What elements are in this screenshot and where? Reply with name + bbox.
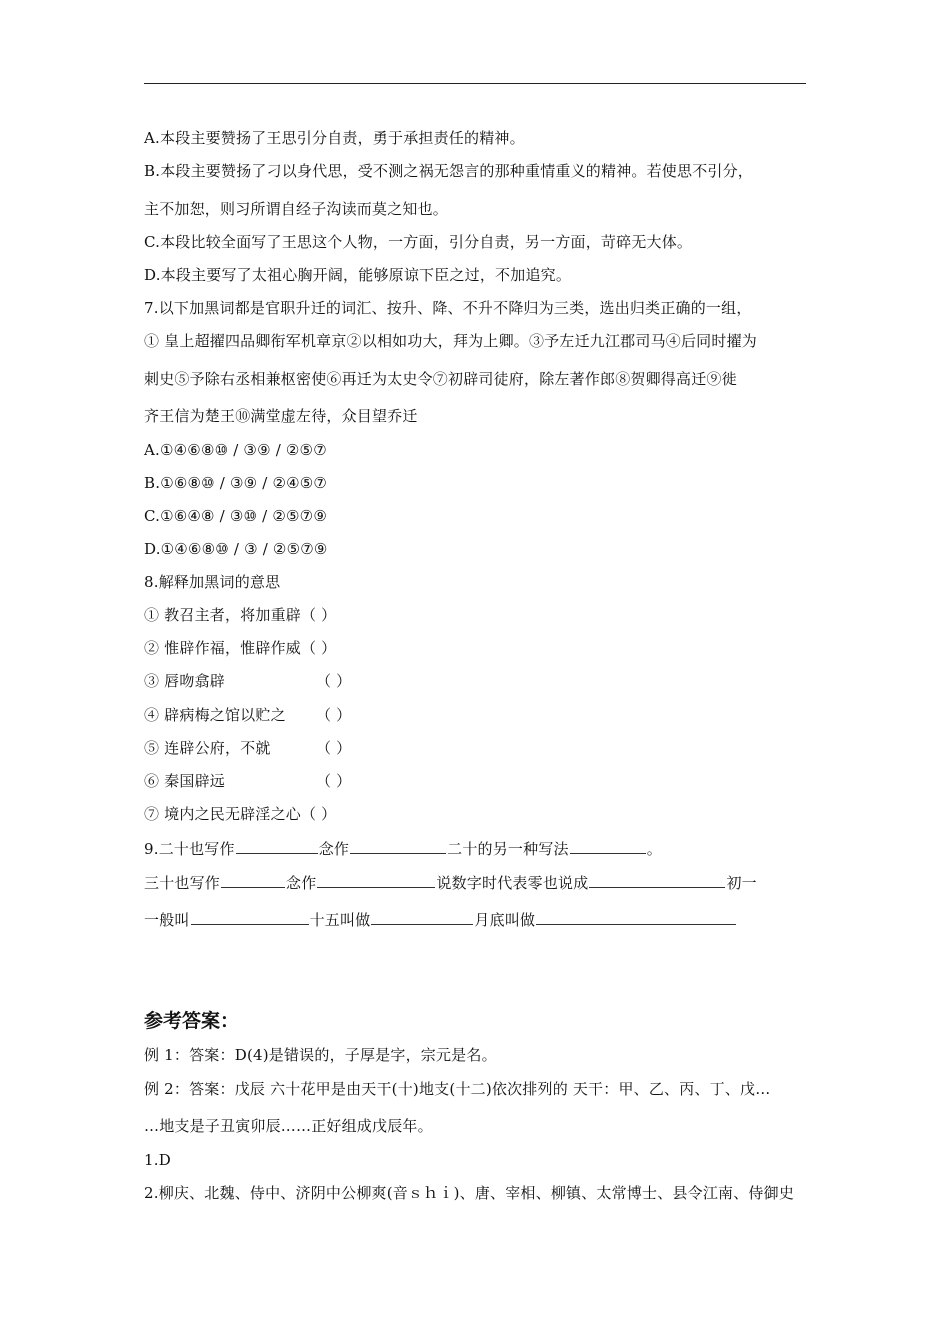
q9-text: 三十也写作 xyxy=(144,874,221,892)
answer-2: 2.柳庆、北魏、侍中、济阴中公柳爽(音ｓｈｉ)、唐、宰相、柳镇、太常博士、县令江南、侍御史 xyxy=(144,1184,795,1202)
question-8-item xyxy=(144,605,336,625)
item-paren: （ ） xyxy=(316,772,352,790)
item-paren: （ ） xyxy=(316,739,352,757)
item-paren: （ ） xyxy=(316,672,352,690)
question-9-line3 xyxy=(144,909,737,930)
question-8-item xyxy=(144,771,351,791)
item-text: ④ 辟病梅之馆以贮之 xyxy=(144,706,286,724)
question-7-choice-b: B.①⑥⑧⑩ / ③⑨ / ②④⑤⑦ xyxy=(144,474,328,492)
question-7-choice-c: C.①⑥④⑧ / ③⑩ / ②⑤⑦⑨ xyxy=(144,507,327,525)
question-8-item xyxy=(144,804,336,824)
question-7-line2: ① 皇上超擢四品卿衔军机章京②以相如功大，拜为上卿。③予左迁九江郡司马④后同时擢为 xyxy=(144,332,757,350)
q9-text: 二十的另一种写法 xyxy=(447,840,569,858)
question-8-item xyxy=(144,671,351,691)
answer-blank[interactable] xyxy=(317,872,435,888)
answer-example-2-line2: …地支是子丑寅卯辰……正好组成戊辰年。 xyxy=(144,1117,433,1135)
item-paren: （ ） xyxy=(300,639,337,657)
question-8-title: 8.解释加黑词的意思 xyxy=(144,573,281,591)
option-a: A.本段主要赞扬了王思引分自责，勇于承担责任的精神。 xyxy=(144,129,525,147)
q9-text: 9.二十也写作 xyxy=(144,840,235,858)
answers-heading: 参考答案： xyxy=(144,1010,240,1032)
answer-blank[interactable] xyxy=(371,909,473,925)
answer-blank[interactable] xyxy=(350,838,446,854)
q9-text: 。 xyxy=(646,840,662,858)
answer-example-2-line1: 例 2：答案：戊辰 六十花甲是由天干(十)地支(十二)依次排列的 天干：甲、乙、丙、丁、戊… xyxy=(144,1080,771,1098)
item-text: ⑦ 境内之民无辟淫之心 xyxy=(144,805,301,823)
option-b-line1: B.本段主要赞扬了刁以身代思，受不测之祸无怨言的那种重情重义的精神。若使思不引分， xyxy=(144,162,753,180)
item-text: ⑤ 连辟公府，不就 xyxy=(144,739,271,757)
option-c: C.本段比较全面写了王思这个人物，一方面，引分自责，另一方面，苛碎无大体。 xyxy=(144,233,693,251)
question-7-choice-a: A.①④⑥⑧⑩ / ③⑨ / ②⑤⑦ xyxy=(144,441,327,459)
answer-blank[interactable] xyxy=(570,838,646,854)
q9-text: 十五叫做 xyxy=(309,911,371,929)
q9-text: 月底叫做 xyxy=(474,911,536,929)
question-8-item xyxy=(144,705,351,725)
question-8-item xyxy=(144,738,351,758)
option-d: D.本段主要写了太祖心胸开阔，能够原谅下臣之过，不加追究。 xyxy=(144,266,572,284)
item-text: ⑥ 秦国辟远 xyxy=(144,772,225,790)
question-8-item xyxy=(144,638,336,658)
q9-text: 念作 xyxy=(286,874,317,892)
answer-1: 1.D xyxy=(144,1151,171,1169)
answer-blank[interactable] xyxy=(536,909,736,925)
question-7-line3: 刺史⑤予除右丞相兼枢密使⑥再迁为太史令⑦初辟司徒府，除左著作郎⑧贺卿得高迁⑨徙 xyxy=(144,370,737,388)
question-7-line1: 7.以下加黑词都是官职升迁的词汇、按升、降、不升不降归为三类，选出归类正确的一组， xyxy=(144,299,752,317)
header-rule xyxy=(144,83,806,84)
item-paren: （ ） xyxy=(300,805,337,823)
question-9-line1 xyxy=(144,838,662,859)
q9-text: 说数字时代表零也说成 xyxy=(436,874,589,892)
q9-text: 一般叫 xyxy=(144,911,190,929)
question-7-choice-d: D.①④⑥⑧⑩ / ③ / ②⑤⑦⑨ xyxy=(144,540,328,558)
q9-text: 念作 xyxy=(318,840,350,858)
item-paren: （ ） xyxy=(316,706,352,724)
item-text: ③ 唇吻翕辟 xyxy=(144,672,225,690)
question-9-line2 xyxy=(144,872,757,893)
option-b-line2: 主不加恕，则习所谓自经子沟读而莫之知也。 xyxy=(144,200,449,218)
q9-text: 初一 xyxy=(726,874,757,892)
item-text: ② 惟辟作福，惟辟作威 xyxy=(144,639,301,657)
answer-example-1: 例 1：答案：D(4)是错误的，子厚是字，宗元是名。 xyxy=(144,1046,497,1064)
answer-blank[interactable] xyxy=(589,872,725,888)
answer-blank[interactable] xyxy=(221,872,285,888)
answer-blank[interactable] xyxy=(191,909,309,925)
item-paren: （ ） xyxy=(300,606,337,624)
question-7-line4: 齐王信为楚王⑩满堂虚左待，众目望乔迁 xyxy=(144,407,418,425)
answer-blank[interactable] xyxy=(236,838,318,854)
item-text: ① 教召主者，将加重辟 xyxy=(144,606,301,624)
